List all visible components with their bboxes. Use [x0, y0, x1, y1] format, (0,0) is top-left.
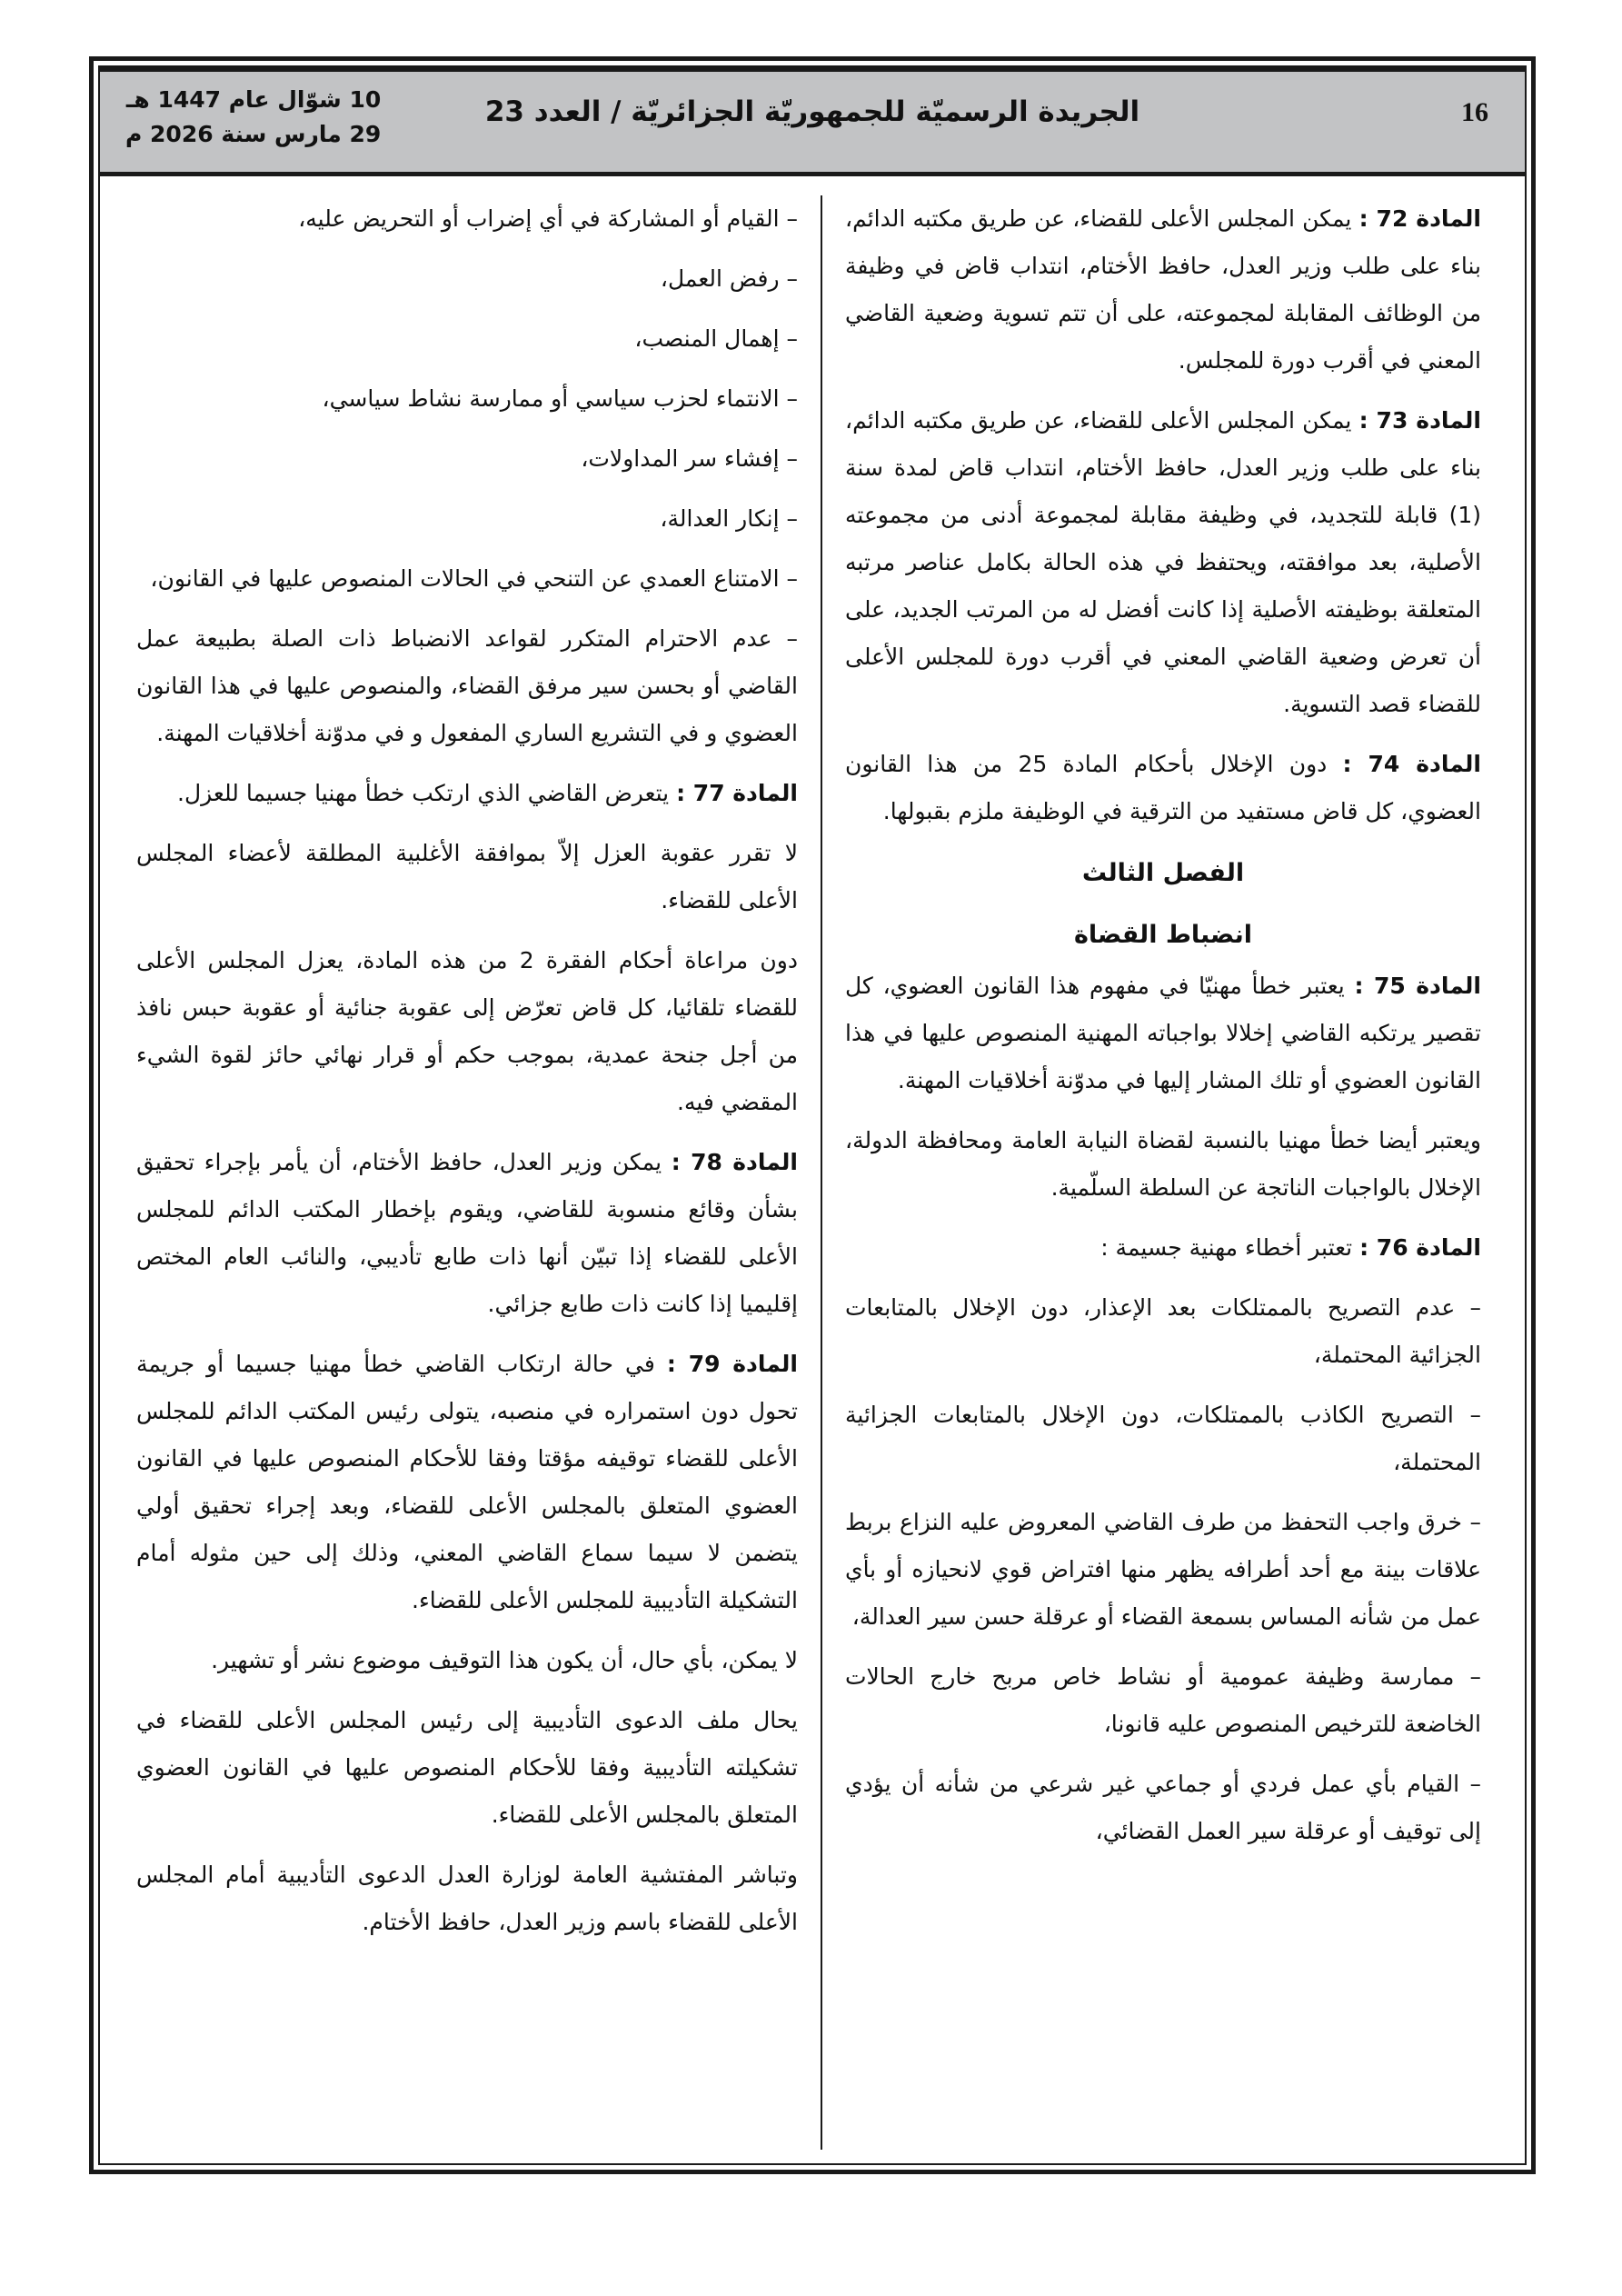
paragraph-text: – إهمال المنصب،: [634, 325, 798, 352]
paragraph-text: لا يمكن، بأي حال، أن يكون هذا التوقيف موضوع نشر أو تشهير.: [211, 1647, 798, 1673]
article-paragraph: [845, 195, 1481, 384]
paragraph-text: يعتبر خطأ مهنيّا في مفهوم هذا القانون العضوي، كل تقصير يرتكبه القاضي إخلالا بواجباته المهنية المنصوص عليها في هذا القانون العضوي أو تلك المشار إليها في مدوّنة أخلاقيات المهنة.: [845, 973, 1481, 1093]
paragraph-text: – القيام بأي عمل فردي أو جماعي غير شرعي من شأنه أن يؤدي إلى توقيف أو عرقلة سير العمل القضائي،: [845, 1771, 1481, 1844]
paragraph: [845, 1761, 1481, 1855]
paragraph: [845, 1117, 1481, 1212]
paragraph-text: – رفض العمل،: [660, 265, 798, 292]
paragraph-text: – خرق واجب التحفظ من طرف القاضي المعروض عليه النزاع بربط علاقات بينة مع أحد أطرافه يظهر منها افتراض قوي لانحيازه أو بأي عمل من شأنه المساس بسمعة القضاء أو عرقلة حسن سير العدالة،: [845, 1509, 1481, 1630]
section-heading: انضباط القضاة: [1073, 921, 1253, 949]
left-column: [136, 195, 798, 1959]
article-paragraph: [845, 397, 1481, 728]
paragraph: [845, 1499, 1481, 1641]
article-number: المادة 77 :: [676, 780, 798, 806]
article-number: المادة 76 :: [1359, 1234, 1481, 1261]
paragraph: [136, 495, 798, 543]
article-paragraph: [136, 770, 798, 817]
paragraph-text: – التصريح الكاذب بالممتلكات، دون الإخلال بالمتابعات الجزائية المحتملة،: [845, 1402, 1481, 1475]
paragraph: [136, 255, 798, 303]
paragraph: [136, 830, 798, 924]
paragraph-text: يمكن وزير العدل، حافظ الأختام، أن يأمر بإجراء تحقيق بشأن وقائع منسوبة للقاضي، ويقوم بإخطار المكتب الدائم للمجلس الأعلى للقضاء إذا تبيّن أنها ذات طابع تأديبي، والنائب العام المختص إقليميا إذا كانت ذات طابع جزائي.: [136, 1149, 798, 1317]
right-column: [845, 195, 1481, 1868]
paragraph-text: في حالة ارتكاب القاضي خطأ مهنيا جسيما أو جريمة تحول دون استمراره في منصبه، يتولى رئيس المكتب الدائم للمجلس الأعلى للقضاء توقيفه مؤقتا وفقا للأحكام المنصوص عليها في القانون العضوي المتعلق بالمجلس الأعلى للقضاء، وبعد إجراء تحقيق أولي يتضمن لا سيما سماع القاضي المعني، وذلك إلى حين مثوله أمام التشكيلة التأديبية للمجلس الأعلى للقضاء.: [136, 1351, 798, 1613]
article-paragraph: [845, 741, 1481, 835]
paragraph-text: لا تقرر عقوبة العزل إلاّ بموافقة الأغلبية المطلقة لأعضاء المجلس الأعلى للقضاء.: [136, 840, 798, 913]
paragraph-text: – القيام أو المشاركة في أي إضراب أو التحريض عليه،: [298, 205, 798, 232]
column-divider: [821, 195, 822, 2150]
section-heading: الفصل الثالث: [1081, 859, 1245, 887]
paragraph: [845, 1284, 1481, 1379]
paragraph-text: – إفشاء سر المداولات،: [581, 445, 798, 472]
page-number: 16: [1461, 97, 1488, 127]
article-number: المادة 78 :: [671, 1149, 798, 1175]
paragraph: [136, 1697, 798, 1839]
paragraph: [136, 1852, 798, 1946]
article-paragraph: [136, 1139, 798, 1328]
article-paragraph: [845, 1224, 1481, 1272]
gazette-title: الجريدة الرسميّة للجمهوريّة الجزائريّة / العدد 23: [484, 95, 1140, 128]
date-gregorian: 29 مارس سنة 2026 م: [125, 121, 382, 147]
issue-date: [125, 83, 381, 152]
paragraph: [136, 555, 798, 603]
article-number: المادة 72 :: [1358, 205, 1482, 232]
paragraph-text: – عدم الاحترام المتكرر لقواعد الانضباط ذات الصلة بطبيعة عمل القاضي أو بحسن سير مرفق القضاء، والمنصوص عليها في هذا القانون العضوي و في التشريع الساري المفعول و في مدوّنة أخلاقيات المهنة.: [136, 625, 798, 746]
paragraph: [136, 615, 798, 757]
paragraph-text: يحال ملف الدعوى التأديبية إلى رئيس المجلس الأعلى للقضاء في تشكيلته التأديبية وفقا للأحكام المنصوص عليها في القانون العضوي المتعلق بالمجلس الأعلى للقضاء.: [136, 1707, 798, 1828]
paragraph-text: ويعتبر أيضا خطأ مهنيا بالنسبة لقضاة النيابة العامة ومحافظة الدولة، الإخلال بالواجبات الناتجة عن السلطة السلّمية.: [845, 1127, 1481, 1201]
article-paragraph: [845, 963, 1481, 1104]
article-number: المادة 75 :: [1354, 973, 1481, 999]
article-paragraph: [136, 1341, 798, 1624]
paragraph: [136, 375, 798, 423]
paragraph: [136, 435, 798, 483]
article-number: المادة 74 :: [1342, 751, 1481, 777]
paragraph-text: – الامتناع العمدي عن التنحي في الحالات المنصوص عليها في القانون،: [150, 565, 798, 592]
paragraph-text: وتباشر المفتشية العامة لوزارة العدل الدعوى التأديبية أمام المجلس الأعلى للقضاء باسم وزير العدل، حافظ الأختام.: [136, 1862, 798, 1935]
paragraph: [136, 315, 798, 363]
paragraph: [845, 1392, 1481, 1486]
paragraph-text: دون الإخلال بأحكام المادة 25 من هذا القانون العضوي، كل قاض مستفيد من الترقية في الوظيفة ملزم بقبولها.: [845, 751, 1481, 824]
paragraph-text: تعتبر أخطاء مهنية جسيمة :: [1100, 1234, 1360, 1261]
article-number: المادة 79 :: [666, 1351, 798, 1377]
page-header: [100, 67, 1525, 176]
paragraph-text: – عدم التصريح بالممتلكات بعد الإعذار، دون الإخلال بالمتابعات الجزائية المحتملة،: [845, 1294, 1481, 1368]
paragraph-text: يتعرض القاضي الذي ارتكب خطأ مهنيا جسيما للعزل.: [177, 780, 677, 806]
paragraph-text: دون مراعاة أحكام الفقرة 2 من هذه المادة، يعزل المجلس الأعلى للقضاء تلقائيا، كل قاض تعرّض إلى عقوبة جنائية أو عقوبة حبس نافذ من أجل جنحة عمدية، بموجب حكم أو قرار نهائي حائز لقوة الشيء المقضي فيه.: [136, 947, 798, 1115]
paragraph-text: – الانتماء لحزب سياسي أو ممارسة نشاط سياسي،: [322, 385, 798, 412]
date-hijri: 10 شوّال عام 1447 هـ: [125, 86, 382, 113]
paragraph: [136, 937, 798, 1126]
article-number: المادة 73 :: [1358, 407, 1482, 434]
paragraph: [136, 195, 798, 243]
paragraph-text: – إنكار العدالة،: [660, 505, 798, 532]
paragraph-text: يمكن المجلس الأعلى للقضاء، عن طريق مكتبه الدائم، بناء على طلب وزير العدل، حافظ الأختام، انتداب قاض لمدة سنة (1) قابلة للتجديد، في وظيفة مقابلة لمجموعة أدنى من مجموعته الأصلية، بعد موافقته، ويحتفظ في هذه الحالة بكامل عناصر مرتبه المتعلقة بوظيفته الأصلية إذا كانت أفضل له من المرتب الجديد، على أن تعرض وضعية القاضي المعني في أقرب دورة للمجلس الأعلى للقضاء قصد التسوية.: [845, 407, 1481, 717]
paragraph-text: يمكن المجلس الأعلى للقضاء، عن طريق مكتبه الدائم، بناء على طلب وزير العدل، حافظ الأختام، انتداب قاض في وظيفة من الوظائف المقابلة لمجموعته، على أن تتم تسوية وضعية القاضي المعني في أقرب دورة للمجلس.: [845, 205, 1481, 374]
paragraph: [136, 1637, 798, 1684]
paragraph-text: – ممارسة وظيفة عمومية أو نشاط خاص مربح خارج الحالات الخاضعة للترخيص المنصوص عليه قانونا،: [845, 1663, 1481, 1737]
paragraph: [845, 1653, 1481, 1748]
